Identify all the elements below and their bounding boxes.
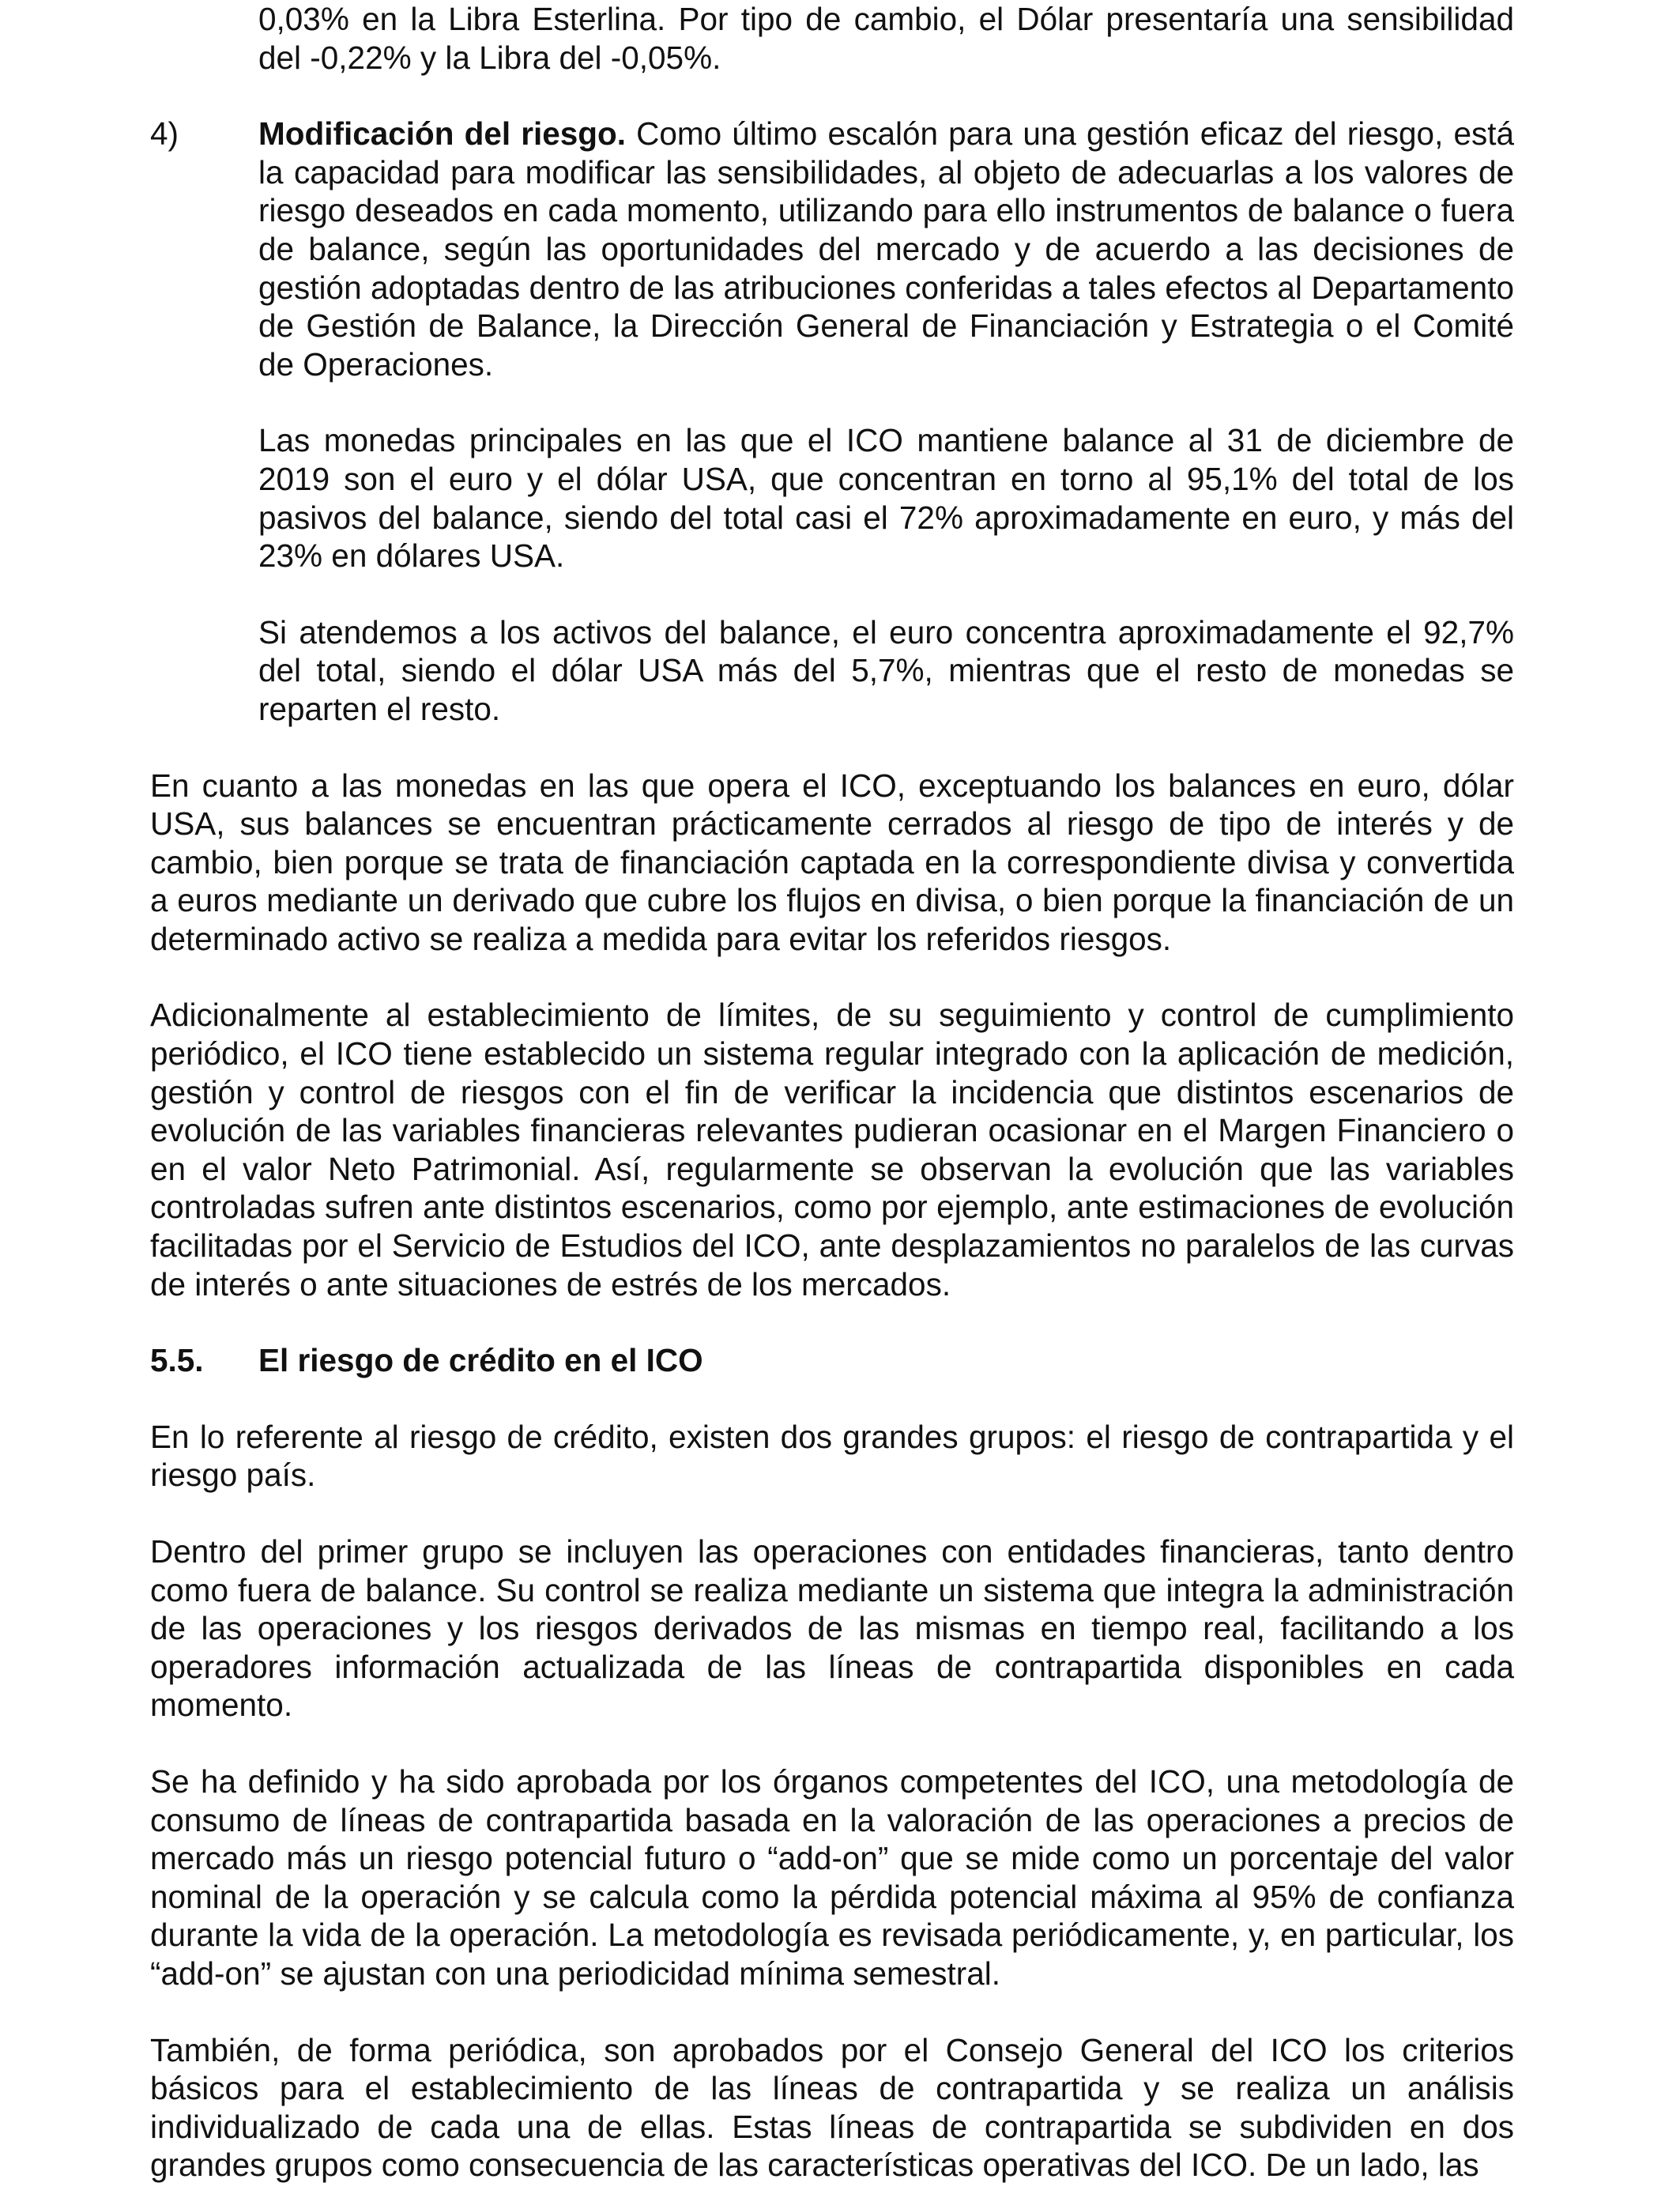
- list-item-4: [150, 115, 1514, 383]
- paragraph-activos: Si atendemos a los activos del balance, el euro concentra aproximadamente el 92,7% del total, siendo el dólar USA más del 5,7%, mientras que el resto de monedas se reparten el resto.: [258, 613, 1514, 727]
- list-item-text: [258, 115, 1514, 383]
- list-item-body: Como último escalón para una gestión eficaz del riesgo, está la capacidad para modificar las sensibilidades, al objeto de adecuarlas a los valores de riesgo deseados en cada momento, utilizando para ello instrumentos de balance o fuera de balance, según las oportunidades del mercado y de acuerdo a las decisiones de gestión adoptadas dentro de las atribuciones conferidas a tales efectos al Departamento de Gestión de Balance, la Dirección General de Financiación y Estrategia o el Comité de Operaciones.: [258, 115, 1514, 383]
- paragraph-dentro: Dentro del primer grupo se incluyen las operaciones con entidades financieras, tanto dentro como fuera de balance. Su control se realiza mediante un sistema que integra la administración de las operaciones y los riesgos derivados de las mismas en tiempo real, facilitando a los operadores información actualizada de las líneas de contrapartida disponibles en cada momento.: [150, 1533, 1514, 1724]
- list-item-number: 4): [150, 115, 179, 153]
- section-number: 5.5.: [150, 1342, 204, 1379]
- paragraph-en-cuanto: En cuanto a las monedas en las que opera el ICO, exceptuando los balances en euro, dólar USA, sus balances se encuentran prácticamente cerrados al riesgo de tipo de interés y de cambio, bien porque se trata de financiación captada en la correspondiente divisa y convertida a euros mediante un derivado que cubre los flujos en divisa, o bien porque la financiación de un determinado activo se realiza a medida para evitar los referidos riesgos.: [150, 767, 1514, 957]
- section-heading: [150, 1341, 1514, 1380]
- paragraph-referente: En lo referente al riesgo de crédito, existen dos grandes grupos: el riesgo de contrapartida y el riesgo país.: [150, 1418, 1514, 1494]
- document-page: [150, 0, 1514, 2185]
- paragraph-continuation: 0,03% en la Libra Esterlina. Por tipo de cambio, el Dólar presentaría una sensibilidad del -0,22% y la Libra del -0,05%.: [258, 1, 1514, 76]
- paragraph-monedas: Las monedas principales en las que el ICO mantiene balance al 31 de diciembre de 2019 son el euro y el dólar USA, que concentran en torno al 95,1% del total de los pasivos del balance, siendo del total casi el 72% aproximadamente en euro, y más del 23% en dólares USA.: [258, 422, 1514, 575]
- paragraph-adicionalmente: Adicionalmente al establecimiento de límites, de su seguimiento y control de cumplimiento periódico, el ICO tiene establecido un sistema regular integrado con la aplicación de medición, gestión y control de riesgos con el fin de verificar la incidencia que distintos escenarios de evolución de las variables financieras relevantes pudieran ocasionar en el Margen Financiero o en el valor Neto Patrimonial. Así, regularmente se observan la evolución que las variables controladas sufren ante distintos escenarios, como por ejemplo, ante estimaciones de evolución facilitadas por el Servicio de Estudios del ICO, ante desplazamientos no paralelos de las curvas de interés o ante situaciones de estrés de los mercados.: [150, 997, 1514, 1302]
- section-title: El riesgo de crédito en el ICO: [258, 1342, 703, 1379]
- list-item-title: Modificación del riesgo.: [258, 115, 627, 153]
- paragraph-tambien: También, de forma periódica, son aprobados por el Consejo General del ICO los criterios básicos para el establecimiento de las líneas de contrapartida y se realiza un análisis individualizado de cada una de ellas. Estas líneas de contrapartida se subdividen en dos grandes grupos como consecuencia de las características operativas del ICO. De un lado, las: [150, 2031, 1514, 2184]
- paragraph-definido: Se ha definido y ha sido aprobada por los órganos competentes del ICO, una metodología de consumo de líneas de contrapartida basada en la valoración de las operaciones a precios de mercado más un riesgo potencial futuro o “add-on” que se mide como un porcentaje del valor nominal de la operación y se calcula como la pérdida potencial máxima al 95% de confianza durante la vida de la operación. La metodología es revisada periódicamente, y, en particular, los “add-on” se ajustan con una periodicidad mínima semestral.: [150, 1762, 1514, 1992]
